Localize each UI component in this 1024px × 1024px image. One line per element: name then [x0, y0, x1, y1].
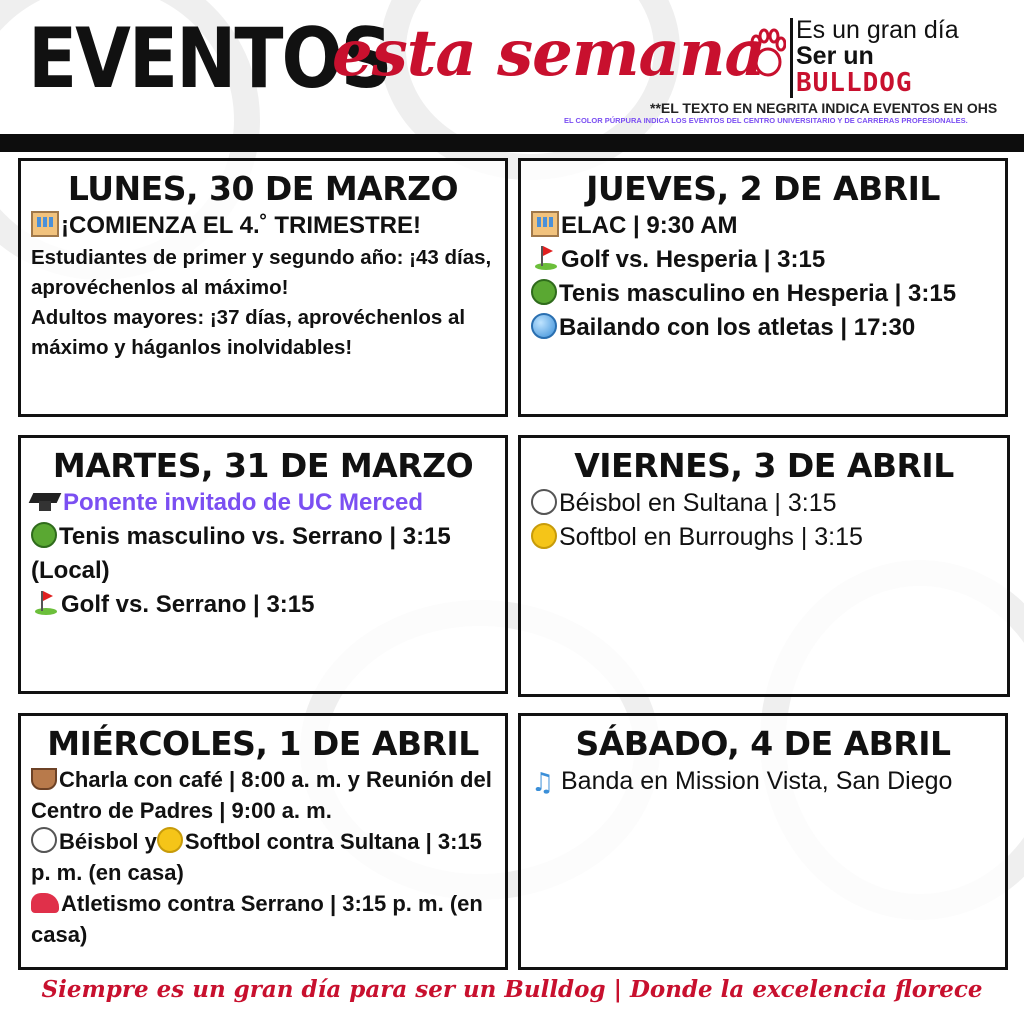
page-subtitle: esta semana — [332, 16, 765, 91]
event-note: Estudiantes de primer y segundo año: ¡43 días, aprovéchenlos al máximo! — [31, 246, 492, 299]
day-title: SÁBADO, 4 DE ABRIL — [575, 724, 951, 763]
header — [0, 0, 1024, 130]
day-card-saturday — [518, 713, 1008, 970]
tennis-ball-icon — [531, 279, 557, 305]
golf-flag-icon — [31, 588, 59, 616]
brand-divider — [790, 18, 793, 98]
event-item: ¡COMIENZA EL 4.˚ TRIMESTRE! — [31, 209, 495, 243]
golf-flag-icon — [531, 243, 559, 271]
day-title: MIÉRCOLES, 1 DE ABRIL — [47, 724, 479, 763]
brand-name: BULLDOG — [796, 68, 913, 98]
footer-slogan: Siempre es un gran día para ser un Bulldog | Donde la excelencia florece — [41, 976, 983, 1003]
event-item: Golf vs. Hesperia | 3:15 — [531, 243, 995, 277]
brand-tagline-bold: Ser un — [796, 42, 874, 70]
event-item: Softbol en Burroughs | 3:15 — [531, 520, 997, 554]
day-card-monday — [18, 158, 508, 417]
baseball-icon — [31, 827, 57, 853]
softball-icon — [157, 827, 183, 853]
header-divider — [0, 134, 1024, 152]
music-notes-icon: ♫ — [531, 768, 555, 798]
event-item: Tenis masculino en Hesperia | 3:15 — [531, 277, 995, 311]
tennis-ball-icon — [31, 522, 57, 548]
event-item: Bailando con los atletas | 17:30 — [531, 311, 995, 345]
legend-bold-note: **EL TEXTO EN NEGRITA INDICA EVENTOS EN OHS — [650, 100, 998, 116]
event-item: ♫ Banda en Mission Vista, San Diego — [531, 767, 953, 798]
baseball-icon — [531, 489, 557, 515]
event-item: Charla con café | 8:00 a. m. y Reunión del Centro de Padres | 9:00 a. m. — [31, 767, 492, 823]
globe-icon — [531, 313, 557, 339]
event-item: Ponente invitado de UC Merced — [31, 486, 495, 520]
event-item: Béisbol y Softbol contra Sultana | 3:15 p. m. (en casa) — [31, 829, 482, 885]
event-item: Atletismo contra Serrano | 3:15 p. m. (en casa) — [31, 891, 483, 947]
day-card-tuesday — [18, 435, 508, 694]
school-icon — [531, 211, 559, 237]
legend-purple-note: EL COLOR PÚRPURA INDICA LOS EVENTOS DEL CENTRO UNIVERSITARIO Y DE CARRERAS PROFESIONALES. — [564, 116, 968, 125]
paw-icon — [750, 28, 786, 80]
day-card-friday — [518, 435, 1010, 697]
event-item: Tenis masculino vs. Serrano | 3:15 (Local) — [31, 523, 451, 584]
event-item: ELAC | 9:30 AM — [531, 209, 995, 243]
day-title: JUEVES, 2 DE ABRIL — [586, 169, 940, 208]
softball-icon — [531, 523, 557, 549]
brand-logo — [750, 10, 1020, 98]
running-shoe-icon — [31, 893, 59, 913]
brand-tagline: Es un gran día — [796, 16, 959, 44]
event-item: Golf vs. Serrano | 3:15 — [31, 588, 495, 622]
school-icon — [31, 211, 59, 237]
day-title: MARTES, 31 DE MARZO — [52, 446, 474, 485]
day-title: LUNES, 30 DE MARZO — [67, 169, 459, 208]
event-note: Adultos mayores: ¡37 días, aprovéchenlos al máximo y háganlos inolvidables! — [31, 306, 466, 359]
graduation-cap-icon — [31, 489, 61, 513]
page-title: EVENTOS — [28, 10, 391, 107]
event-item: Béisbol en Sultana | 3:15 — [531, 486, 997, 520]
day-card-thursday — [518, 158, 1008, 417]
day-title: VIERNES, 3 DE ABRIL — [574, 446, 954, 485]
coffee-icon — [31, 768, 57, 790]
day-card-wednesday — [18, 713, 508, 970]
